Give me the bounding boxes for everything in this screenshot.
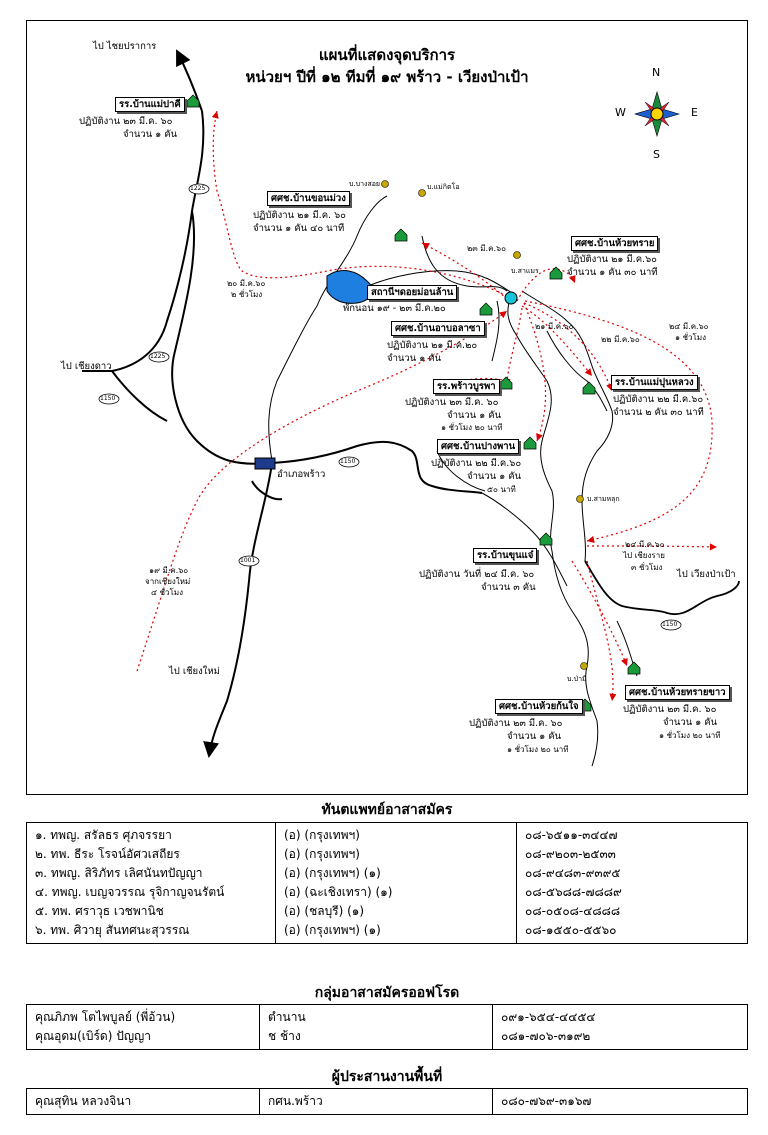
- site-info: ๑ ชั่วโมง ๒๐ นาที: [659, 731, 721, 740]
- village-label: บ.บางสอย: [349, 180, 381, 188]
- site-info: จำนวน ๑ คัน: [467, 471, 522, 482]
- coordinator-phone-text: ๐๘๐-๗๖๙-๓๑๖๗: [501, 1094, 592, 1108]
- station-marker: [505, 292, 517, 304]
- offroad-name: คุณอุดม(เบิร์ด) ปัญญา: [35, 1029, 152, 1043]
- route-label: ๒๔ มี.ค.๖๐: [625, 540, 665, 549]
- district-office-icon: [255, 458, 275, 469]
- route-label: ๓ ชั่วโมง: [631, 563, 663, 572]
- route-label: ๑ ชั่วโมง: [675, 333, 707, 342]
- site-huai-kan-jai: ศศช.บ้านห้วยก้นใจ: [495, 699, 583, 714]
- site-mae-pun-luang: รร.บ้านแม่ปุนหลวง: [611, 375, 698, 390]
- district-label: อำเภอพร้าว: [277, 469, 326, 480]
- site-info: จำนวน ๒ คัน ๓๐ นาที: [613, 407, 704, 418]
- offroad-org: ช ช้าง: [268, 1029, 301, 1043]
- offroad-phones: [493, 1005, 748, 1050]
- doctors-table: [26, 822, 748, 944]
- doctor-org: (อ) (ฉะเชิงเทรา) (๑): [284, 885, 393, 899]
- road-number: 1225: [150, 353, 166, 360]
- lake: [327, 271, 372, 304]
- compass-rose-icon: [635, 92, 679, 136]
- site-info: ปฏิบัติงาน ๒๓ มี.ค. ๖๐: [469, 718, 563, 729]
- site-info: ปฏิบัติงาน ๒๓ มี.ค. ๖๐: [79, 116, 173, 127]
- coordinator-table: [26, 1088, 748, 1115]
- site-info: ปฏิบัติงาน ๒๓ มี.ค. ๖๐: [405, 397, 499, 408]
- road-number: 1150: [662, 621, 678, 628]
- offroad-names: [27, 1005, 260, 1050]
- site-info: จำนวน ๑ คัน: [447, 410, 502, 421]
- route-label: ๒๔ มี.ค.๖๐: [669, 322, 709, 331]
- route-label: ๒๒ มี.ค.๖๐: [601, 335, 640, 344]
- site-mae-pa-khi: รร.บ้านแม่ปาคี: [115, 97, 185, 112]
- site-info: จำนวน ๑ คัน: [507, 731, 562, 742]
- doctor-phone: ๐๘-๐๕๐๘-๔๘๘๘: [525, 904, 621, 918]
- road-number: 1225: [190, 185, 206, 192]
- site-info: จำนวน ๓ คัน: [481, 582, 536, 593]
- site-info: ปฏิบัติงาน ๒๒ มี.ค.๖๐: [613, 394, 704, 405]
- site-khun-jae: รร.บ้านขุนแจ๋: [473, 548, 537, 563]
- coordinator-name-text: คุณสุทิน หลวงจินา: [35, 1094, 132, 1108]
- coordinator-phone: [493, 1089, 748, 1115]
- doctor-orgs: [276, 823, 517, 944]
- coordinator-org-text: กศน.พร้าว: [268, 1094, 323, 1108]
- village-label: บ.สามหลุก: [587, 495, 620, 503]
- site-huai-sai-khao: ศศช.บ้านห้วยทรายขาว: [625, 685, 730, 700]
- compass-w: W: [615, 106, 626, 119]
- route-label: ๒๐ มี.ค.๖๐: [227, 279, 266, 288]
- site-pang-phan: ศศช.บ้านปางพาน: [437, 439, 519, 454]
- service-map: [26, 20, 748, 795]
- offroad-orgs: [260, 1005, 493, 1050]
- doctor-name: ๒. ทพ. ธีระ โรจน์อัศวเสถียร: [35, 847, 180, 861]
- doctor-phones: [517, 823, 748, 944]
- map-title-line1: แผนที่แสดงจุดบริการ: [318, 46, 456, 64]
- doctor-name: ๖. ทพ. ศิวายุ สันทศนะสุวรรณ: [35, 923, 190, 937]
- site-info: ปฏิบัติงาน วันที่ ๒๔ มี.ค. ๖๐: [419, 569, 535, 580]
- site-info: ปฏิบัติงาน ๒๑ มี.ค.๖๐: [567, 254, 657, 265]
- label-to-chiangmai: ไป เชียงใหม่: [169, 666, 220, 677]
- site-info: จำนวน ๑ คัน ๔๐ นาที: [253, 223, 345, 234]
- road-number: 1150: [100, 395, 116, 402]
- coordinator-title: ผู้ประสานงานพื้นที่: [331, 1069, 443, 1085]
- doctor-org: (อ) (กรุงเทพฯ) (๑): [284, 923, 381, 937]
- site-info: ๑ ชั่วโมง ๒๐ นาที: [441, 423, 503, 432]
- doctors-title: ทันตแพทย์อาสาสมัคร: [321, 802, 453, 818]
- offroad-table: [26, 1004, 748, 1050]
- compass-s: S: [653, 148, 660, 161]
- site-info: ๕๐ นาที: [487, 485, 516, 494]
- site-info: ปฏิบัติงาน ๒๑ มี.ค. ๖๐: [253, 210, 346, 221]
- site-phrao-burapha: รร.พร้าวบูรพา: [433, 379, 500, 394]
- route-label: ๒๑ มี.ค.๖๐: [535, 322, 574, 331]
- site-info: ๑ ชั่วโมง ๒๐ นาที: [507, 745, 569, 754]
- doctor-org: (อ) (กรุงเทพฯ): [284, 847, 360, 861]
- doctor-name: ๔. ทพญ. เบญจวรรณ รุจิกาญจนรัตน์: [35, 885, 225, 899]
- route-label: ๑๙ มี.ค.๖๐: [149, 566, 189, 575]
- compass-e: E: [691, 106, 698, 119]
- doctor-org: (อ) (ชลบุรี) (๑): [284, 904, 365, 918]
- compass-n: N: [652, 66, 661, 79]
- route-label: ๒๓ มี.ค.๖๐: [467, 244, 506, 253]
- doctor-phone: ๐๘-๑๕๕๐-๕๕๖๐: [525, 923, 617, 937]
- road-number: 1150: [340, 458, 356, 465]
- village-label: บ.ป่ามี่: [567, 675, 587, 683]
- road-number: 1001: [240, 557, 256, 564]
- doctor-org: (อ) (กรุงเทพฯ): [284, 828, 360, 842]
- doctor-phone: ๐๘-๙๔๘๓-๙๓๙๕: [525, 866, 621, 880]
- village-label: บ.แม่กิตโอ: [427, 183, 460, 191]
- offroad-org: ตำนาน: [268, 1010, 306, 1024]
- route-label: ๒ ชั่วโมง: [231, 290, 263, 299]
- site-info: จำนวน ๑ คัน: [387, 353, 442, 364]
- label-to-chiangdao: ไป เชียงดาว: [61, 361, 112, 372]
- village-label: บ.สาแมร: [511, 267, 539, 275]
- doctor-phone: ๐๘-๙๒๐๓-๒๕๓๓: [525, 847, 616, 861]
- doctor-name: ๓. ทพญ. สิริภัทร เลิศนันทปัญญา: [35, 866, 203, 880]
- doctor-phone: ๐๘-๖๕๑๑-๓๔๔๗: [525, 828, 618, 842]
- doctor-name: ๕. ทพ. ศราวุธ เวชพานิช: [35, 904, 164, 918]
- map-title-line2: หน่วยฯ ปีที่ ๑๒ ทีมที่ ๑๙ พร้าว - เวียงป่าเป้า: [245, 68, 529, 86]
- site-info: จำนวน ๑ คัน: [123, 129, 178, 140]
- site-info: ปฏิบัติงาน ๒๒ มี.ค.๖๐: [431, 458, 522, 469]
- site-info: พักนอน ๑๙ - ๒๓ มี.ค.๒๐: [343, 303, 446, 314]
- doctor-phone: ๐๘-๕๖๘๘-๗๘๘๙: [525, 885, 622, 899]
- site-station: สถานีฯดอยม่อนล้าน: [367, 285, 457, 300]
- site-khon-muang: ศศช.บ้านขอนม่วง: [267, 191, 350, 206]
- site-huai-sai: ศศช.บ้านห้วยทราย: [571, 236, 658, 251]
- site-info: ปฏิบัติงาน ๒๑ มี.ค.๒๐: [387, 340, 478, 351]
- route-label: ไป เชียงราย: [623, 551, 665, 560]
- offroad-phone: ๐๘๑-๗๐๖-๓๑๙๒: [501, 1029, 591, 1043]
- route-label: จากเชียงใหม่: [145, 577, 191, 586]
- offroad-phone: ๐๙๑-๖๕๔-๔๔๕๔: [501, 1010, 596, 1024]
- route-label: ๔ ชั่วโมง: [151, 588, 183, 597]
- site-info: จำนวน ๑ คัน: [663, 717, 718, 728]
- doctor-name: ๑. ทพญ. สรัลธร ศุภจรรยา: [35, 828, 172, 842]
- doctor-names: [27, 823, 276, 944]
- site-info: จำนวน ๑ คัน ๓๐ นาที: [567, 267, 658, 278]
- coordinator-name: [27, 1089, 260, 1115]
- doctor-org: (อ) (กรุงเทพฯ) (๑): [284, 866, 381, 880]
- site-ob-lasa: ศศช.บ้านอาบอลาซา: [391, 321, 485, 336]
- label-to-chaiprakarn: ไป ไชยปราการ: [93, 41, 157, 52]
- site-info: ปฏิบัติงาน ๒๓ มี.ค. ๖๐: [623, 704, 717, 715]
- label-to-wiangpapao: ไป เวียงป่าเป้า: [677, 569, 736, 580]
- offroad-title: กลุ่มอาสาสมัครออฟโรด: [314, 985, 460, 1001]
- coordinator-org: [260, 1089, 493, 1115]
- offroad-name: คุณภิภพ โตไพบูลย์ (พี่อ้วน): [35, 1010, 176, 1024]
